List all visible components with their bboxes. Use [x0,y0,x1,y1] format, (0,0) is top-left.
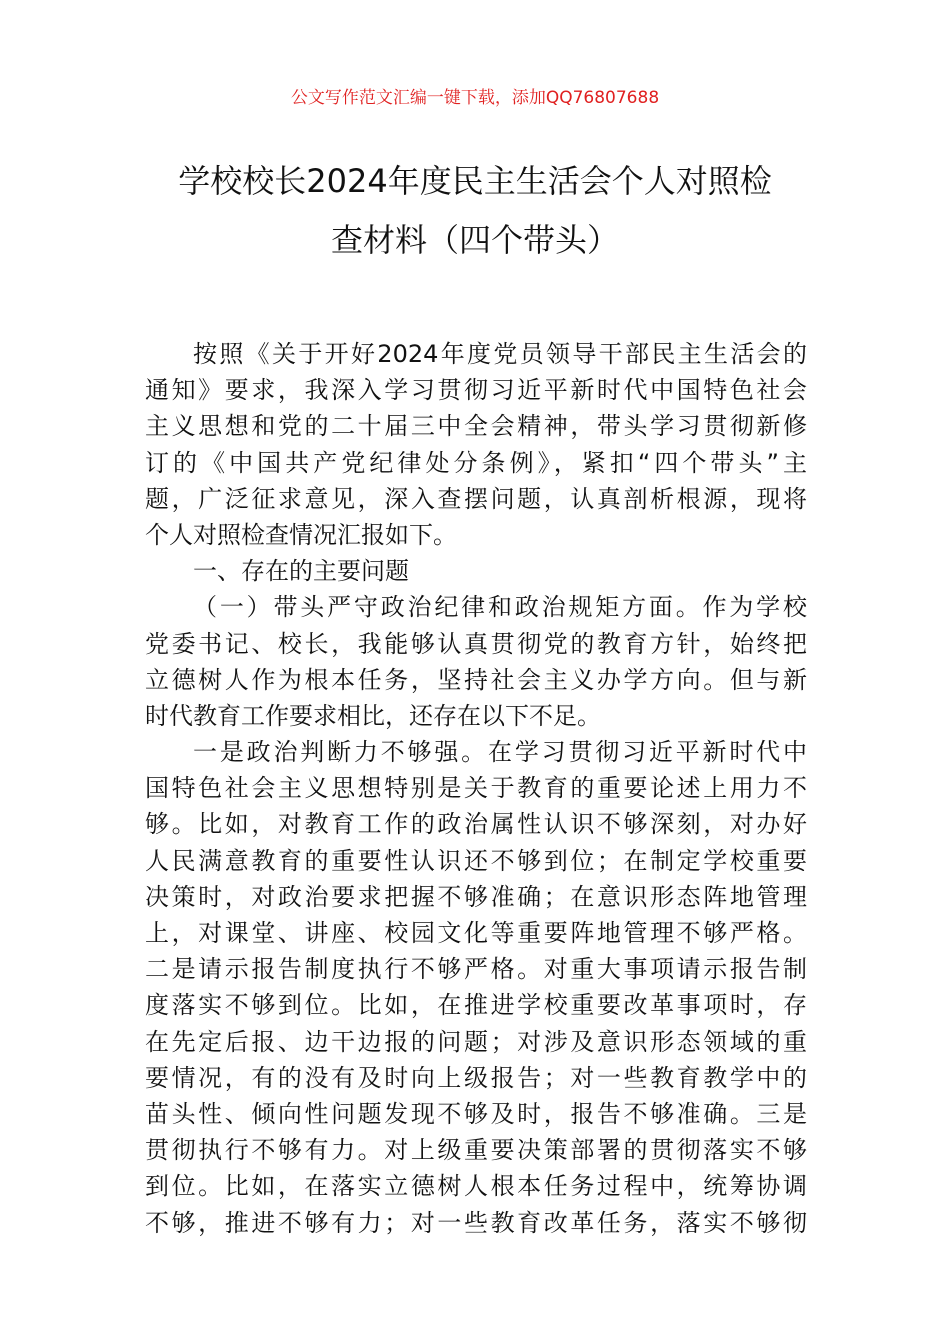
body-line: 决策时，对政治要求把握不够准确；在意识形态阵地管理 [145,882,807,911]
body-line: 按照《关于开好2024年度党员领导干部民主生活会的 [193,340,807,368]
section-heading: 一、存在的主要问题 [193,557,409,586]
body-line: 上，对课堂、讲座、校园文化等重要阵地管理不够严格。 [145,919,807,947]
body-line: （一）带头严守政治纪律和政治规矩方面。作为学校 [193,593,807,622]
document-body [145,336,807,1241]
body-line: 时代教育工作要求相比，还存在以下不足。 [145,701,601,730]
body-line: 苗头性、倾向性问题发现不够及时，报告不够准确。三是 [145,1099,807,1128]
download-notice: 公文写作范文汇编一键下载，添加QQ76807688 [290,88,660,108]
body-line: 通知》要求，我深入学习贯彻习近平新时代中国特色社会 [145,376,807,405]
body-line: 国特色社会主义思想特别是关于教育的重要论述上用力不 [145,774,807,803]
document-title [120,152,830,270]
body-line: 题，广泛征求意见，深入查摆问题，认真剖析根源，现将 [145,484,807,513]
body-line: 人民满意教育的重要性认识还不够到位；在制定学校重要 [145,846,807,875]
body-line: 够。比如，对教育工作的政治属性认识不够深刻，对办好 [145,810,807,839]
body-line: 党委书记、校长，我能够认真贯彻党的教育方针，始终把 [145,629,807,658]
body-line: 主义思想和党的二十届三中全会精神，带头学习贯彻新修 [145,412,807,441]
body-line: 要情况，有的没有及时向上级报告；对一些教育教学中的 [145,1063,807,1092]
title-line-1: 学校校长2024年度民主生活会个人对照检 [178,162,772,200]
body-line: 不够，推进不够有力；对一些教育改革任务，落实不够彻 [145,1208,807,1237]
body-line: 在先定后报、边干边报的问题；对涉及意识形态领域的重 [145,1027,807,1056]
body-line: 订的《中国共产党纪律处分条例》，紧扣“四个带头”主 [145,448,807,477]
body-line: 一是政治判断力不够强。在学习贯彻习近平新时代中 [193,738,807,767]
title-line-2: 查材料（四个带头） [330,221,619,259]
body-line: 二是请示报告制度执行不够严格。对重大事项请示报告制 [145,955,807,984]
body-line: 到位。比如，在落实立德树人根本任务过程中，统筹协调 [145,1172,807,1201]
body-line: 贯彻执行不够有力。对上级重要决策部署的贯彻落实不够 [145,1136,807,1165]
body-line: 个人对照检查情况汇报如下。 [145,520,457,549]
body-line: 立德树人作为根本任务，坚持社会主义办学方向。但与新 [145,665,807,694]
body-line: 度落实不够到位。比如，在推进学校重要改革事项时，存 [145,991,807,1020]
